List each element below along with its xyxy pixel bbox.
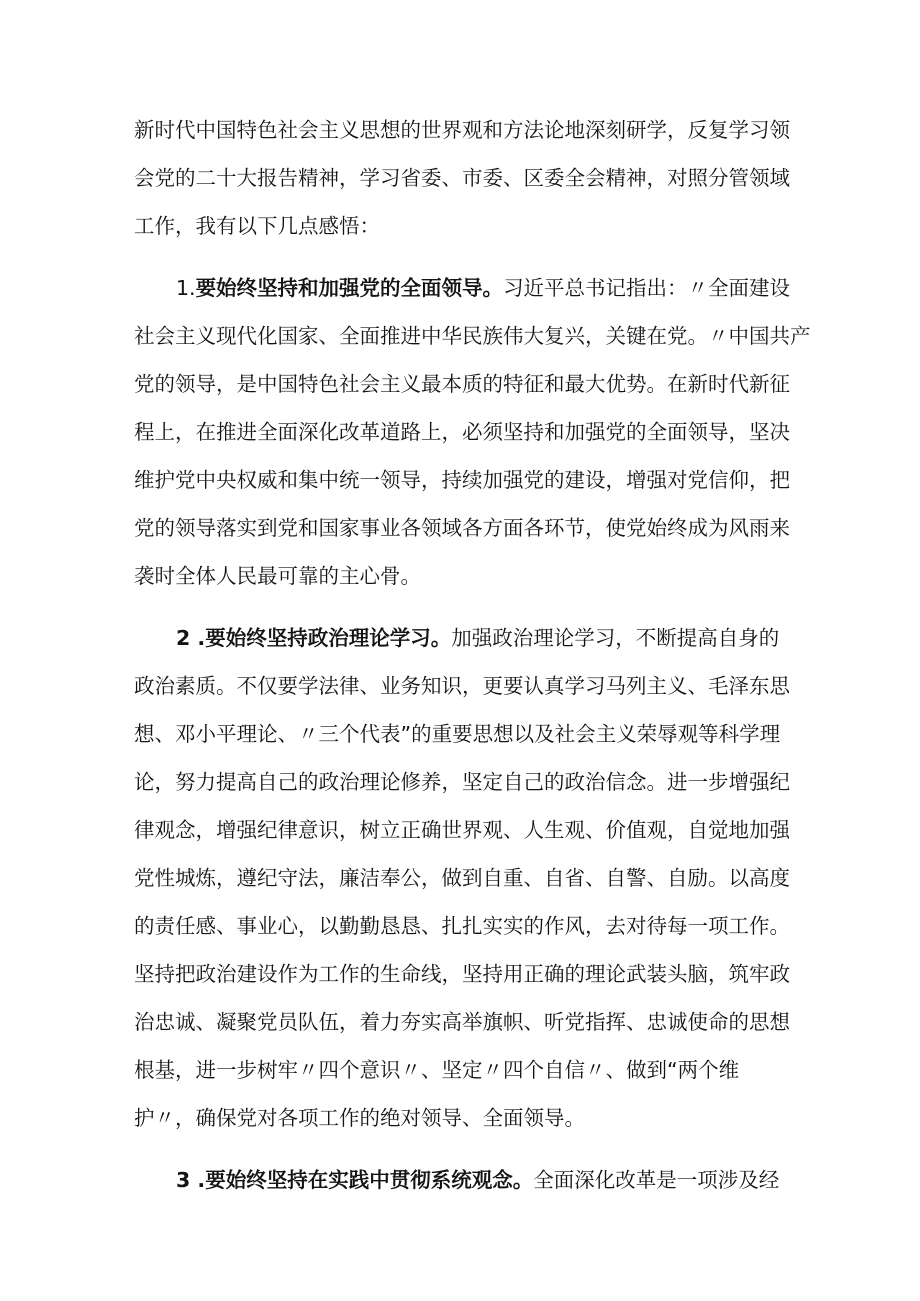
text-line: 社会主义现代化国家、全面推进中华民族伟大复兴，关键在党。〃中国共产	[134, 324, 811, 348]
text-line: 政治素质。不仅要学法律、业务知识，更要认真学习马列主义、毛泽东思	[134, 674, 790, 698]
text-line: 会党的二十大报告精神，学习省委、市委、区委全会精神，对照分管领域	[134, 166, 790, 190]
section-1-paragraph	[134, 264, 811, 600]
text-line: 工作，我有以下几点感悟：	[134, 214, 380, 238]
section-3-first-line	[134, 1156, 782, 1204]
section-2-lead-text: 加强政治理论学习，不断提高自身的	[451, 626, 780, 650]
text-line: 维护党中央权威和集中统一领导，持续加强党的建设，增强对党信仰，把	[134, 468, 790, 492]
section-3-lead-text: 全面深化改革是一项涉及经	[533, 1168, 780, 1192]
section-1-heading: 要始终坚持和加强党的全面领导。	[195, 276, 504, 300]
section-3-number: 3 .	[176, 1168, 206, 1192]
text-line: 治忠诚、凝聚党员队伍，着力夯实高举旗帜、听党指挥、忠诚使命的思想	[134, 1010, 790, 1034]
text-line: 新时代中国特色社会主义思想的世界观和方法论地深刻研学，反复学习领	[134, 118, 790, 142]
section-2-heading: 要始终坚持政治理论学习。	[205, 626, 452, 650]
text-line: 的责任感、事业心，以勤勤恳恳、扎扎实实的作风，去对待每一项工作。	[134, 914, 790, 938]
section-1-first-line	[134, 264, 791, 312]
document-body	[134, 106, 811, 1218]
text-line: 根基，进一步树牢〃四个意识〃、坚定〃四个自信〃、做到“两个维	[134, 1058, 740, 1082]
text-line: 律观念，增强纪律意识，树立正确世界观、人生观、价值观，自觉地加强	[134, 818, 790, 842]
text-line: 护〃，确保党对各项工作的绝对领导、全面领导。	[134, 1106, 585, 1130]
intro-paragraph	[134, 106, 790, 250]
text-line: 想、邓小平理论、〃三个代表”的重要思想以及社会主义荣辱观等科学理	[134, 722, 781, 746]
text-line: 论，努力提高自己的政治理论修养，坚定自己的政治信念。进一步增强纪	[134, 770, 790, 794]
section-2-paragraph	[134, 614, 790, 1142]
text-line: 程上，在推进全面深化改革道路上，必须坚持和加强党的全面领导，坚决	[134, 420, 790, 444]
section-2-number: 2 .	[176, 626, 206, 650]
section-1-lead-text: 习近平总书记指出：〃全面建设	[503, 276, 791, 300]
section-3-paragraph	[134, 1156, 782, 1204]
text-line: 党性城炼，遵纪守法，廉洁奉公，做到自重、自省、自警、自励。以高度	[134, 866, 790, 890]
section-2-first-line	[134, 614, 782, 662]
text-line: 党的领导落实到党和国家事业各领域各方面各环节，使党始终成为风雨来	[134, 516, 790, 540]
text-line: 袭时全体人民最可靠的主心骨。	[134, 564, 421, 588]
section-1-number: 1.	[176, 276, 196, 300]
text-line: 坚持把政治建设作为工作的生命线，坚持用正确的理论武装头脑，筑牢政	[134, 962, 790, 986]
section-3-heading: 要始终坚持在实践中贯彻系统观念。	[205, 1168, 534, 1192]
text-line: 党的领导，是中国特色社会主义最本质的特征和最大优势。在新时代新征	[134, 372, 790, 396]
